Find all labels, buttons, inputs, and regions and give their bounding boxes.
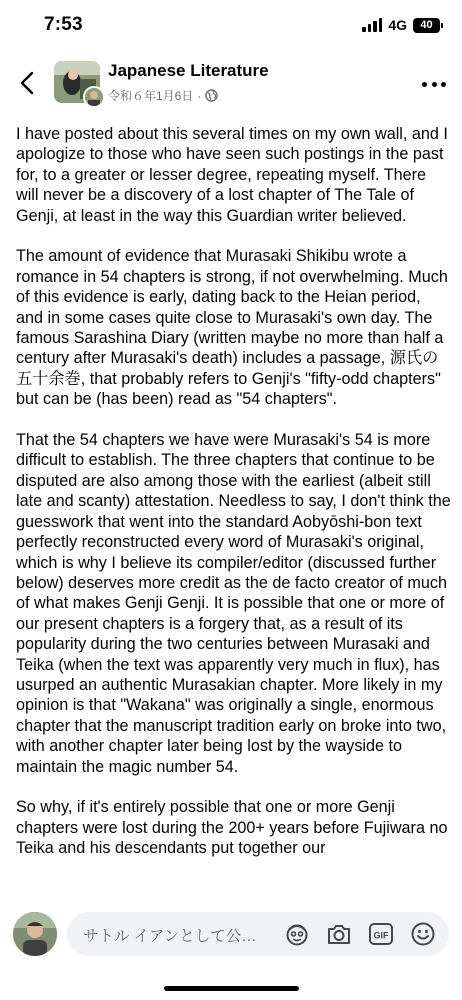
- comment-actions: [283, 920, 437, 948]
- post-body: [16, 124, 452, 912]
- svg-text:GIF: GIF: [373, 930, 389, 941]
- network-type: 4G: [388, 17, 407, 33]
- camera-icon[interactable]: [325, 920, 353, 948]
- comment-user-avatar[interactable]: [13, 912, 57, 956]
- battery-icon: 40: [413, 18, 440, 33]
- comment-placeholder: サトル イアンとして公…: [83, 928, 257, 945]
- emoji-icon[interactable]: [409, 920, 437, 948]
- globe-icon: [205, 89, 218, 102]
- avatar-sticker-icon[interactable]: [283, 920, 311, 948]
- post-header: [0, 56, 462, 114]
- status-time: 7:53: [44, 14, 83, 35]
- post-date[interactable]: 令和６年1月6日: [108, 89, 194, 103]
- home-indicator: [164, 986, 299, 991]
- status-indicators: [362, 16, 440, 34]
- comment-input[interactable]: [67, 912, 449, 956]
- signal-icon: [362, 18, 382, 32]
- more-options-icon[interactable]: [422, 74, 446, 94]
- back-arrow-icon[interactable]: [14, 68, 40, 98]
- gif-icon[interactable]: [367, 920, 395, 948]
- post-meta: [108, 87, 218, 104]
- meta-separator: ·: [197, 88, 202, 103]
- post-paragraph: That the 54 chapters we have were Murasaki's 54 is more difficult to establish. The three chapters that continue to be disputed are also among those with the earliest (albeit still late and scanty) attestation. Needless to say, I don't think the guesswork that went into the standard Aobyōshi-bon text perfectly reconstructed every word of Murasaki's original, which is why I believe its compiler/editor (discussed further below) deserves more credit as the de facto creator of much of what makes Genji Genji. It is possible that one or more of our present chapters is a forgery that, as a result of its popularity during the two centuries between Murasaki and Teika (when the text was apparently very much in flux), has usurped an authentic Murasakian chapter. More likely in my opinion is that "Wakana" was originally a single, enormous chapter that the manuscript tradition early on broke into two, with another chapter later being lost by the wayside to maintain the magic number 54.: [16, 431, 451, 776]
- post-paragraph: So why, if it's entirely possible that one or more Genji chapters were lost during the 200+ years before Fujiwara no Teika and his descendants put together our: [16, 798, 448, 858]
- comment-bar: [0, 902, 462, 1000]
- post-paragraph: I have posted about this several times on my own wall, and I apologize to those who have seen such postings in the past for, to a greater or lesser degree, repeating myself. There will never be a discovery of a lost chapter of The Tale of Genji, at least in the way this Guardian writer believed.: [16, 125, 448, 225]
- group-name[interactable]: Japanese Literature: [108, 61, 269, 80]
- post-paragraph: The amount of evidence that Murasaki Shikibu wrote a romance in 54 chapters is strong, if not overwhelming. Much of this evidence is early, dating back to the Heian period, and in some cases quite close to Murasaki's own day. The famous Sarashina Diary (written maybe no more than half a century after Murasaki's death) includes a passage, 源氏の五十余巻, that probably refers to Genji's "fifty-odd chapters" but can be (has been) read as "54 chapters".: [16, 247, 448, 409]
- status-bar: [0, 0, 462, 50]
- user-avatar[interactable]: [83, 86, 105, 108]
